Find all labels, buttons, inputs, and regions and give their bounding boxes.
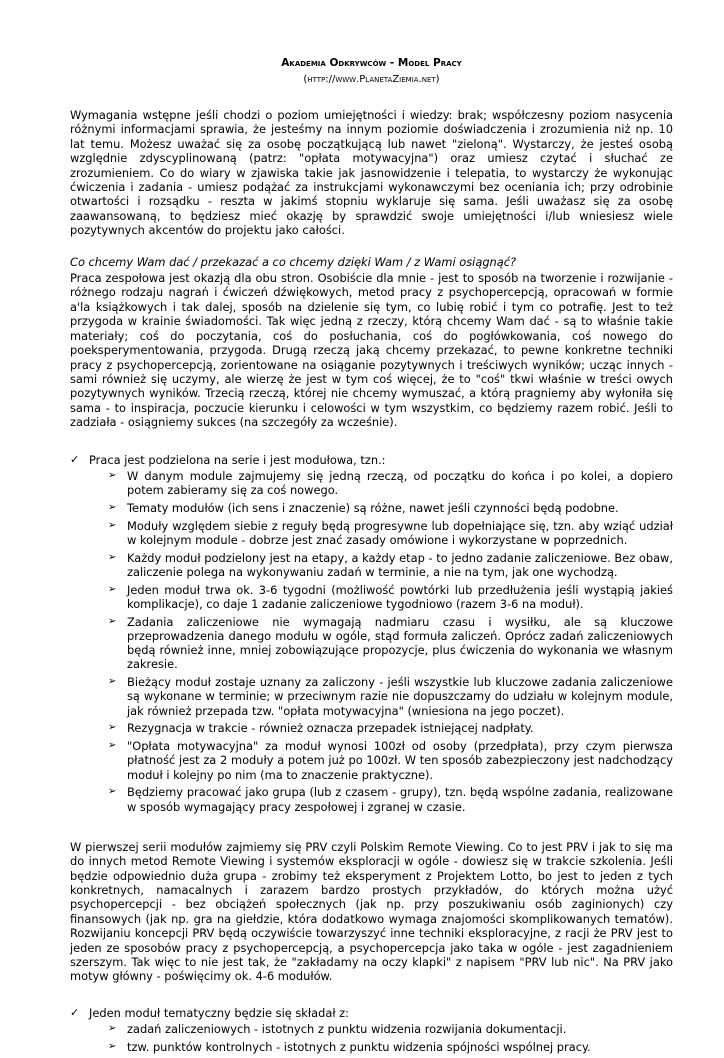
arrow-right-icon: ➢: [108, 740, 117, 752]
prv-paragraph: W pierwszej serii modułów zajmiemy się PRV czyli Polskim Remote Viewing. Co to jest PRV i jak to się ma do innych metod Remote Viewing i systemów eksploracji w ogóle - dowiesz się w trakcie szkolenia. Jeśli będzie odpowiednio duża grupa - zrobimy też eksperyment z Projektem Lotto, bo jest to jeden z tych konkretnych, namacalnych i zarazem bardzo prostych przykładów, do których można użyć psychopercepcji - bez obciążeń społecznych (jak np. przy poszukiwaniu osób zaginionych) czy finansowych (jak np. gra na giełdzie, która dodatkowo wymaga znajomości skomplikowanych tematów). Rozwijaniu koncepcji PRV będą oczywiście towarzyszyć inne techniki eksploracyjne, z racji że PRV jest to jeden ze sposobów pracy z psychopercepcją, a psychopercepcja jako taka w ogóle - jest zagadnieniem szerszym. Tak więc to nie jest tak, że "zakładamy na oczy klapki" z napisem "PRV lub nic". Na PRV jako motyw główny - poświęcimy ok. 4-6 modułów.: [70, 839, 673, 984]
check-icon: ✓: [70, 1005, 80, 1019]
arrow-right-icon: ➢: [108, 551, 117, 563]
list-item-text: Rezygnacja w trakcie - również oznacza przepadek istniejącej nadpłaty.: [127, 721, 534, 736]
list-item-text: Moduły względem siebie z reguły będą progresywne lub dopełniające się, tzn. aby wziąć udział w kolejnym module - dobrze jest znać zasady omówione i wykorzystane w poprzednich.: [127, 518, 673, 547]
intro-paragraph: Wymagania wstępne jeśli chodzi o poziom umiejętności i wiedzy: brak; współczesny poziom nasycenia różnymi informacjami sprawia, że jesteśmy na innym poziomie doświadczenia i zrozumienia niż np. 10 lat temu. Możesz uważać się za osobę początkującą lub nawet "zieloną". Wystarczy, że jesteś osobą względnie zdyscyplinowaną (patrz: "opłata motywacyjna") oraz umiesz czytać i słuchać ze zrozumieniem. Co do wiary w zjawiska takie jak jasnowidzenie i telepatia, to wystarczy że wykonując ćwiczenia i zadania - umiesz podążać za instrukcjami wykonawczymi bez oceniania ich; przy odrobinie otwartości i rozsądku - reszta w jakimś stopniu wyklaruje się sama. Jeśli uważasz się za osobę zaawansowaną, to będziesz mieć okazję by sprawdzić swoje umiejętności i/lub wniesiesz wiele pozytywnych akcentów do projektu jako całości.: [70, 108, 673, 238]
list-item: [108, 583, 673, 611]
list-item-text: Bieżący moduł zostaje uznany za zaliczony - jeśli wszystkie lub kluczowe zadania zaliczeniowe są wykonane w terminie; w przeciwnym razie nie dopuszczamy do udziału w kolejnym module, jak również przepada tzw. "opłata motywacyjna" (wniesiona na jego poczet).: [127, 675, 673, 718]
arrow-right-icon: ➢: [108, 786, 117, 798]
list-item-text: Każdy moduł podzielony jest na etapy, a każdy etap - to jedno zadanie zaliczeniowe. Bez obaw, zaliczenie polega na wykonywaniu zadań w terminie, a nie na tym, jak one wychodzą.: [127, 550, 673, 579]
list-heading: Praca jest podzielona na serie i jest modułowa, tzn.:: [89, 452, 386, 467]
arrow-right-icon: ➢: [108, 722, 117, 734]
list-heading-item: [70, 453, 673, 814]
work-structure-list: [70, 453, 673, 814]
list-item-text: tzw. punktów kontrolnych - istotnych z punktu widzenia spójności wspólnej pracy.: [127, 1040, 591, 1055]
list-item: [108, 469, 673, 497]
list-item: [108, 785, 673, 813]
sub-list: [89, 1022, 673, 1054]
list-item: [108, 1022, 673, 1036]
list-item-text: W danym module zajmujemy się jedną rzeczą, od początku do końca i po kolei, a dopiero potem zabieramy się za coś nowego.: [127, 468, 673, 498]
page-title: Akademia Odkrywców - Model Pracy: [281, 57, 462, 69]
list-item: [108, 721, 673, 735]
list-heading: Jeden moduł tematyczny będzie się składał z:: [89, 1005, 349, 1020]
list-item: [108, 675, 673, 718]
list-item-text: Tematy modułów (ich sens i znaczenie) są różne, nawet jeśli czynności będą podobne.: [127, 500, 619, 515]
section-question: Co chcemy Wam dać / przekazać a co chcemy dzięki Wam / z Wami osiągnąć?: [70, 254, 517, 269]
list-item-text: Jeden moduł trwa ok. 3-6 tygodni (możliwość powtórki lub przedłużenia jeśli wystąpią jakieś komplikacje), co daje 1 zadanie zaliczeniowe tygodniowo (razem 3-6 na moduł).: [127, 582, 673, 611]
list-item-text: "Opłata motywacyjna" za moduł wynosi 100zł od osoby (przedpłata), przy czym pierwsza płatność jest za 2 moduły a potem już po 100zł. W ten sposób zabezpieczony jest nadchodzący moduł i kolejny po nim (ma to znaczenie praktyczne).: [127, 739, 673, 782]
module-composition-list: [70, 1006, 673, 1054]
arrow-right-icon: ➢: [108, 469, 117, 481]
arrow-right-icon: ➢: [108, 615, 117, 627]
arrow-right-icon: ➢: [108, 583, 117, 595]
list-heading-item: [70, 1006, 673, 1054]
sub-list: [89, 469, 673, 814]
arrow-right-icon: ➢: [108, 501, 117, 513]
list-item: [108, 501, 673, 515]
list-item: [108, 1040, 673, 1054]
document-page: [70, 0, 673, 1058]
arrow-right-icon: ➢: [108, 519, 117, 531]
page-subtitle-url[interactable]: (http://www.PlanetaZiemia.net): [303, 74, 440, 85]
answer-paragraph: Praca zespołowa jest okazją dla obu stron. Osobiście dla mnie - jest to sposób na tworzenie i rozwijanie - różnego rodzaju nagrań i ćwiczeń dźwiękowych, metod pracy z psychopercepcją, opracowań w formie a'la książkowych i tak dalej, sposób na dzielenie się tym, co lubię robić i tym co potrafię. Jest to też przygoda w krainie świadomości. Tak więc jedną z rzeczy, którą chcemy Wam dać - są to właśnie takie materiały; coś do poczytania, coś do posłuchania, coś do pogłówkowania, coś nowego do poeksperymentowania, przygoda. Drugą rzeczą jaką chcemy przekazać, to pewne konkretne techniki pracy z psychopercepcją, zorientowane na osiąganie pozytywnych i treściwych wyników; ucząc innych - sami również się uczymy, ale wierzę że jest w tym coś więcej, że to "coś" tkwi właśnie w treści owych pozytywnych wyników. Trzecią rzeczą, której nie chcemy wymuszać, a którą pragniemy aby wyłoniła się sama - to inspiracja, poczucie kierunku i celowości w tym wszystkim, co będziemy razem robić. Jeśli to zadziała - osiągniemy sukces (na szczegóły za wcześnie).: [70, 271, 673, 430]
list-item: [108, 551, 673, 579]
list-item: [108, 739, 673, 782]
arrow-right-icon: ➢: [108, 676, 117, 688]
list-item: [108, 615, 673, 672]
arrow-right-icon: ➢: [108, 1041, 117, 1053]
list-item-text: zadań zaliczeniowych - istotnych z punktu widzenia rozwijania dokumentacji.: [127, 1022, 567, 1037]
list-item: [108, 519, 673, 547]
list-item-text: Będziemy pracować jako grupa (lub z czasem - grupy), tzn. będą wspólne zadania, realizowane w sposób wymagający pracy zespołowej i zgranej w czasie.: [127, 785, 673, 814]
arrow-right-icon: ➢: [108, 1023, 117, 1035]
list-item-text: Zadania zaliczeniowe nie wymagają nadmiaru czasu i wysiłku, ale są kluczowe przeprowadzenia danego modułu w ogóle, stąd formuła zaliczeń. Oprócz zadań zaliczeniowych będą również inne, mniej zobowiązujące propozycje, plus ćwiczenia do wykonania we własnym zakresie.: [127, 614, 673, 672]
check-icon: ✓: [70, 452, 80, 466]
